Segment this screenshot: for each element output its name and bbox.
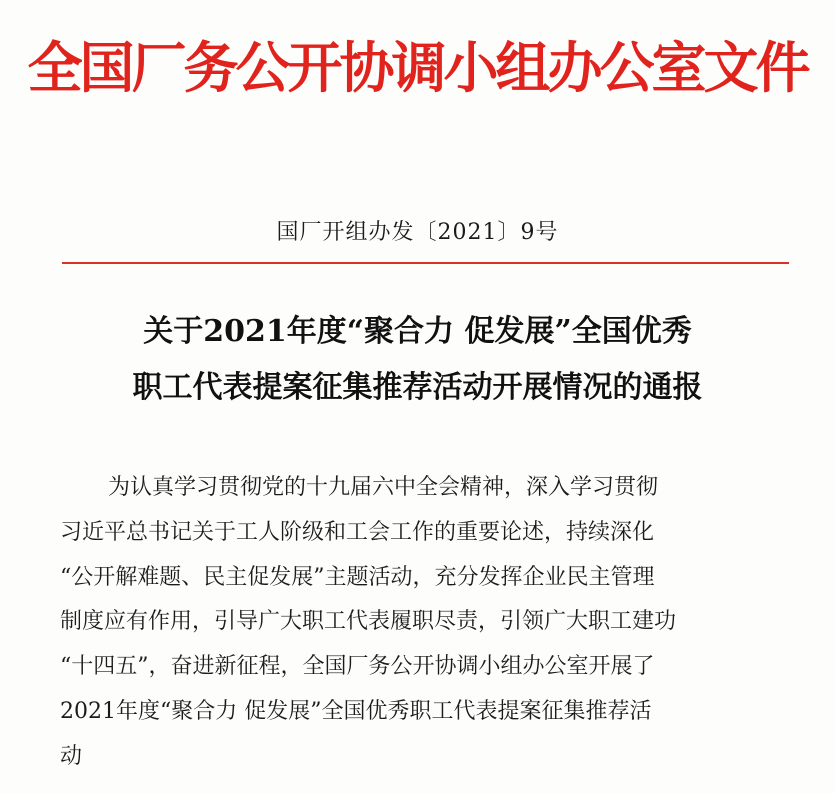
body-line: 制度应有作用，引导广大职工代表履职尽责，引领广大职工建功: [60, 609, 677, 635]
red-separator-line: [62, 262, 789, 264]
body-line: 为认真学习贯彻党的十九届六中全会精神，深入学习贯彻: [108, 475, 659, 500]
title-line: 关于2021年度“聚合力 促发展”全国优秀: [143, 314, 692, 349]
body-line: 2021年度“聚合力 促发展”全国优秀职工代表提案征集推荐活: [60, 698, 652, 724]
document-title: [40, 304, 795, 416]
body-paragraph: [60, 466, 795, 780]
body-line: “十四五”，奋进新征程，全国厂务公开协调小组办公室开展了: [60, 654, 655, 680]
body-line: 动: [60, 743, 83, 769]
title-line: 职工代表提案征集推荐活动开展情况的通报: [132, 370, 703, 405]
issuing-office-header: 全国厂务公开协调小组办公室文件: [27, 35, 808, 100]
body-line: “公开解难题、民主促发展”主题活动，充分发挥企业民主管理: [60, 564, 655, 590]
document-number: 国厂开组办发〔2021〕9号: [276, 220, 559, 245]
body-line: 习近平总书记关于工人阶级和工会工作的重要论述，持续深化: [60, 519, 655, 545]
